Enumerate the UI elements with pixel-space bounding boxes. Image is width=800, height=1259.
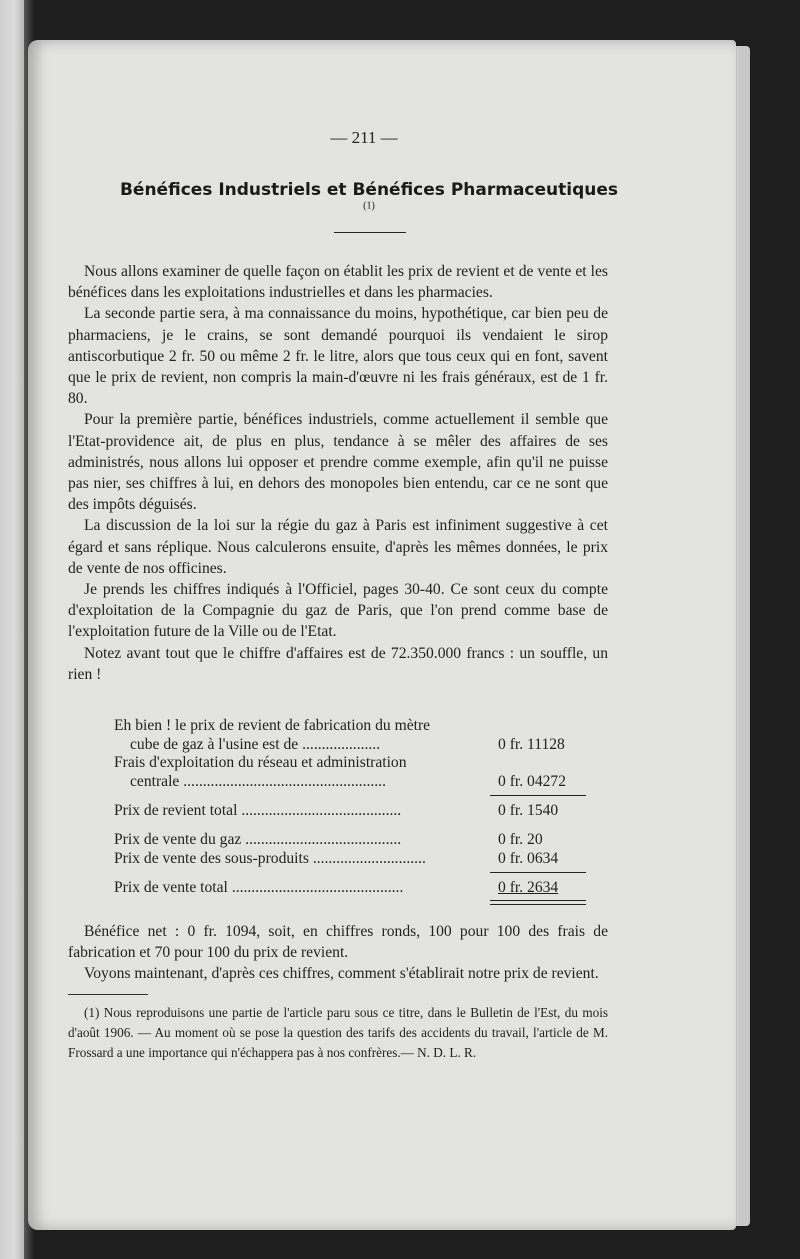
title-divider — [334, 232, 406, 233]
page-number: — 211 — — [330, 128, 398, 147]
calc-value: 0 fr. 0634 — [498, 849, 559, 867]
article-title-text: Bénéfices Industriels et Bénéfices Pharmaceutiques — [119, 180, 619, 200]
calc-row — [114, 754, 588, 773]
calc-row — [114, 831, 588, 850]
calc-value: 0 fr. 11128 — [498, 735, 565, 753]
footnote-text: (1) Nous reproduisons une partie de l'article paru sous ce titre, dans le Bulletin de l'Est, du mois d'août 1906. — Au moment où se pose la question des tarifs des accidents du travail, l'article de M. Frossard a une importance qui n'échappera pas à nos confrères.— N. D. L. R. — [68, 1005, 608, 1061]
paragraph: Notez avant tout que le chiffre d'affaires est de 72.350.000 francs : un souffle, un rien ! — [68, 644, 608, 683]
calc-label: Eh bien ! le prix de revient de fabrication du mètre — [114, 717, 431, 735]
conclusion-text — [68, 921, 608, 985]
paragraph: Bénéfice net : 0 fr. 1094, soit, en chiffres ronds, 100 pour 100 des frais de fabrication et 70 pour 100 du prix de revient. — [68, 922, 608, 962]
calc-label: Frais d'exploitation du réseau et administration — [114, 754, 407, 772]
dot-leader: .................................................... — [183, 772, 386, 790]
calc-row — [114, 773, 588, 792]
cost-calculation — [114, 717, 588, 905]
total-double-line — [490, 900, 586, 905]
dot-leader: ............................. — [312, 849, 426, 867]
calc-row — [114, 736, 588, 755]
dot-leader: ......................................... — [241, 802, 402, 820]
calc-row — [114, 879, 588, 898]
calc-label: Prix de vente du gaz — [114, 831, 242, 849]
calc-value — [482, 879, 588, 898]
paragraph: Nous allons examiner de quelle façon on établit les prix de revient et de vente et les bénéfices dans les exploitations industrielles et dans les pharmacies. — [68, 263, 608, 302]
calc-value: 0 fr. 04272 — [498, 772, 567, 790]
calc-label: Prix de vente des sous-produits — [114, 849, 309, 867]
article-title — [114, 180, 624, 220]
calc-total-value: 0 fr. 2634 — [498, 879, 559, 897]
calc-label: cube de gaz à l'usine est de — [130, 735, 299, 753]
paragraph: La seconde partie sera, à ma connaissance du moins, hypothétique, car bien peu de pharmaciens, je le crains, se sont demandé pourquoi ils vendaient le sirop antiscorbutique 2 fr. 50 ou même 2 fr. le litre, alors que tous ceux qui en font, savent que le prix de revient, non compris la main-d'œuvre ni les frais généraux, est de 1 fr. 80. — [68, 305, 608, 408]
calc-value: 0 fr. 1540 — [498, 802, 559, 820]
footnote-divider — [68, 994, 148, 995]
calc-label: Prix de vente total — [114, 879, 228, 897]
footnote-marker: (1) — [363, 200, 375, 212]
paragraph: Je prends les chiffres indiqués à l'Officiel, pages 30-40. Ce sont ceux du compte d'exploitation de la Compagnie du gaz de Paris, que l'on prend comme base de l'exploitation future de la Ville ou de l'Etat. — [68, 581, 608, 641]
sum-line — [490, 795, 586, 796]
dot-leader: ............................................ — [231, 879, 404, 897]
calc-label: centrale — [130, 772, 180, 790]
footnote — [68, 1003, 608, 1063]
page-content — [68, 128, 624, 1063]
calc-row — [114, 802, 588, 821]
body-text — [68, 261, 608, 685]
calc-row — [114, 850, 588, 869]
calc-value: 0 fr. 20 — [498, 831, 543, 849]
calc-row — [114, 717, 588, 736]
previous-page-edge — [0, 0, 24, 1259]
dot-leader: ........................................ — [245, 831, 402, 849]
calc-label: Prix de revient total — [114, 802, 238, 820]
dot-leader: .................... — [302, 735, 381, 753]
paragraph: Voyons maintenant, d'après ces chiffres, comment s'établirait notre prix de revient. — [84, 965, 599, 983]
paragraph: Pour la première partie, bénéfices industriels, comme actuellement il semble que l'Etat-providence ait, de plus en plus, tendance à se mêler des affaires de ses administrés, nous allons lui opposer et prendre comme exemple, afin qu'il ne puisse pas nier, ses chiffres à lui, en dehors des monopoles bien entendu, car ce ne sont que des impôts déguisés. — [68, 411, 608, 514]
paragraph: La discussion de la loi sur la régie du gaz à Paris est infiniment suggestive à cet égard et sans réplique. Nous calculerons ensuite, d'après les mêmes données, le prix de vente de nos officines. — [68, 517, 608, 577]
sum-line — [490, 872, 586, 873]
